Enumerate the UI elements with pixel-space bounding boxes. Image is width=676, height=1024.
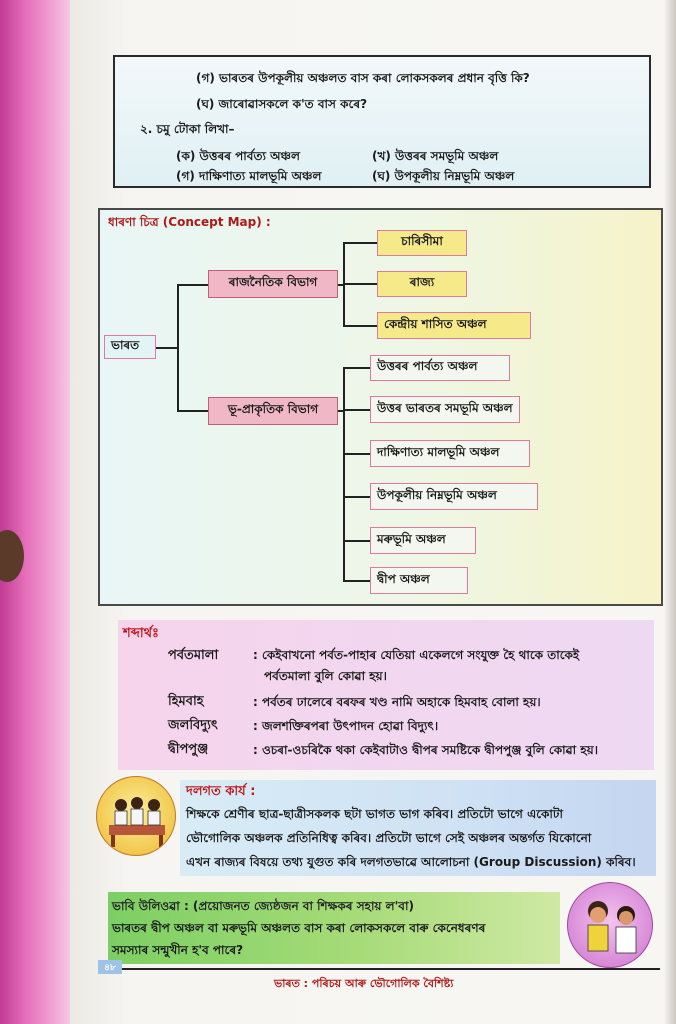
- page-number: ৪৮: [98, 960, 122, 974]
- think-write-line: ভাৰতৰ দ্বীপ অঞ্চল বা মৰুভূমি অঞ্চলত বাস কৰা লোকসকলে বাৰু কেনেধৰণৰ: [112, 921, 486, 935]
- option-kha: (খ) উত্তৰৰ সমভূমি অঞ্চল: [372, 149, 499, 163]
- think-write-title: ভাবি উলিওৱা : (প্ৰয়োজনত জ্যেষ্ঠজন বা শিক্ষকৰ সহায় ল'বা): [112, 899, 414, 913]
- glossary-term: জলবিদ্যুৎ: [168, 718, 218, 733]
- question-ga: (গ) ভাৰতৰ উপকূলীয় অঞ্চলত বাস কৰা লোকসকলৰ প্ৰধান বৃত্তি কি?: [196, 71, 530, 85]
- node-political-child: ৰাজ্য: [377, 271, 467, 297]
- option-ka: (ক) উত্তৰৰ পাৰ্বত্য অঞ্চল: [176, 149, 300, 163]
- node-root: ভাৰত: [104, 335, 156, 359]
- connector: [343, 580, 370, 582]
- group-work-line: শিক্ষকে শ্ৰেণীৰ ছাত্ৰ-ছাত্ৰীসকলক ছটা ভাগত ভাগ কৰিব। প্ৰতিটো ভাগে একোটা: [186, 807, 563, 821]
- connector: [177, 410, 208, 412]
- footer-rule: [100, 968, 660, 970]
- glossary-definition: : জলশক্তিৰপৰা উৎপাদন হোৱা বিদ্যুৎ।: [253, 719, 439, 733]
- group-work-line: ভৌগোলিক অঞ্চলক প্ৰতিনিধিত্ব কৰিব। প্ৰতিটো ভাগে সেই অঞ্চলৰ অন্তৰ্গত যিকোনো: [186, 831, 592, 845]
- connector: [343, 453, 370, 455]
- children-illustration: [567, 882, 653, 968]
- glossary-term: হিমবাহ: [168, 694, 204, 709]
- short-note-heading: ২. চমু টোকা লিখা–: [140, 122, 235, 136]
- group-work-title: দলগত কাৰ্য :: [186, 784, 256, 799]
- footer-title: ভাৰত : পৰিচয় আৰু ভৌগোলিক বৈশিষ্ট্য: [274, 977, 454, 990]
- connector: [177, 284, 179, 412]
- connector: [343, 283, 377, 285]
- node-physical: ভূ-প্ৰাকৃতিক বিভাগ: [208, 397, 338, 425]
- think-write-line: সমস্যাৰ সন্মুখীন হ'ব পাৰে?: [112, 943, 244, 957]
- glossary-title: শব্দাৰ্থঃ: [123, 626, 159, 641]
- connector: [343, 367, 370, 369]
- glossary-term: পৰ্বতমালা: [168, 648, 219, 663]
- page-edge: [664, 0, 676, 1024]
- students-illustration: [96, 776, 176, 856]
- concept-map-title: ধাৰণা চিত্ৰ (Concept Map) :: [108, 215, 271, 229]
- node-physical-child: দাক্ষিণাত্য মালভূমি অঞ্চল: [370, 440, 530, 467]
- connector: [343, 496, 370, 498]
- node-physical-child: উপকূলীয় নিম্নভূমি অঞ্চল: [370, 483, 538, 510]
- book-spine: [0, 0, 70, 1024]
- connector: [343, 409, 370, 411]
- glossary-term: দ্বীপপুঞ্জ: [168, 742, 209, 757]
- glossary-definition: : কেইবাখনো পৰ্বত-পাহাৰ যেতিয়া একেলগে সংযুক্ত হৈ থাকে তাকেই: [253, 648, 580, 662]
- connector: [177, 284, 208, 286]
- question-gha: (ঘ) জাৰোৱাসকলে ক'ত বাস কৰে?: [196, 97, 368, 111]
- option-ga: (গ) দাক্ষিণাত্য মালভূমি অঞ্চল: [176, 169, 322, 183]
- students-drawing: [97, 777, 176, 856]
- node-physical-child: মৰুভূমি অঞ্চল: [370, 527, 476, 554]
- connector: [343, 540, 370, 542]
- glossary-definition: : ওচৰা-ওচৰিকৈ থকা কেইবাটাও দ্বীপৰ সমষ্টিকে দ্বীপপুঞ্জ বুলি কোৱা হয়।: [253, 743, 598, 757]
- group-work-line: এখন ৰাজ্যৰ বিষয়ে তথ্য যুগুত কৰি দলগতভাৱে আলোচনা (Group Discussion) কৰিব।: [186, 855, 636, 869]
- glossary-definition-cont: পৰ্বতমালা বুলি কোৱা হয়।: [264, 669, 387, 683]
- connector: [343, 325, 377, 327]
- node-political-child: চাৰিসীমা: [377, 230, 467, 256]
- node-physical-child: দ্বীপ অঞ্চল: [370, 567, 468, 594]
- connector: [343, 242, 377, 244]
- option-gha: (ঘ) উপকূলীয় নিম্নভূমি অঞ্চল: [372, 169, 515, 183]
- node-physical-child: উত্তৰৰ পাৰ্বত্য অঞ্চল: [370, 355, 510, 381]
- glossary-definition: : পৰ্বতৰ ঢালেৰে বৰফৰ খণ্ড নামি অহাকে হিমবাহ বোলা হয়।: [253, 695, 541, 709]
- connector: [343, 367, 345, 581]
- connector: [156, 347, 178, 349]
- node-political: ৰাজনৈতিক বিভাগ: [208, 270, 338, 298]
- children-drawing: [568, 883, 653, 968]
- node-physical-child: উত্তৰ ভাৰতৰ সমভূমি অঞ্চল: [370, 396, 520, 423]
- node-political-child: কেন্দ্ৰীয় শাসিত অঞ্চল: [377, 312, 531, 339]
